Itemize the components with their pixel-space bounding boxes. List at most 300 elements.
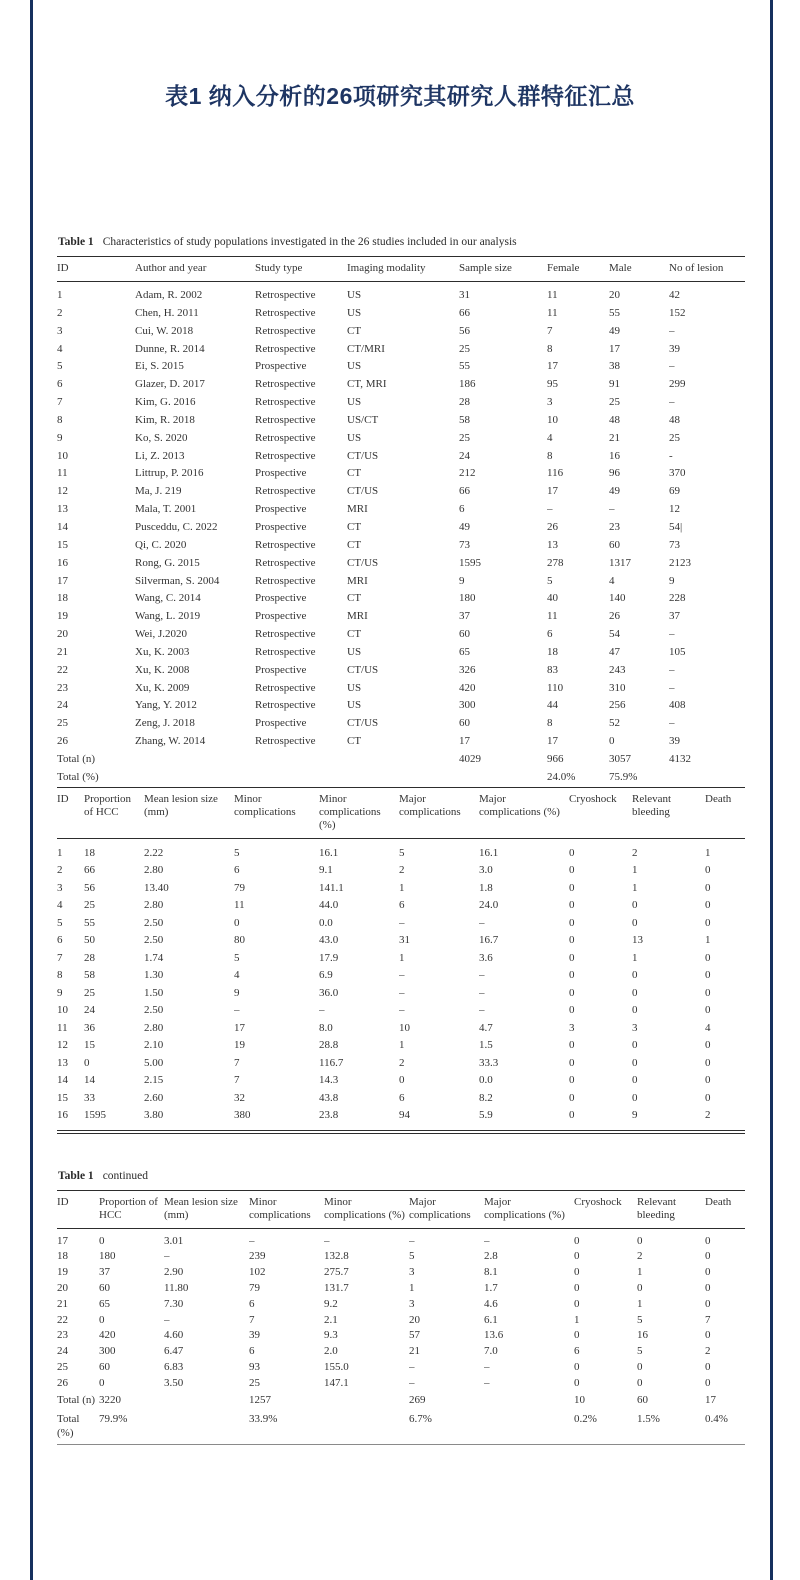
table-cell: 9 xyxy=(57,986,63,999)
table-cell: 1.5 xyxy=(479,1039,493,1052)
table-cell: 299 xyxy=(669,378,686,391)
table-cell: Total (n) xyxy=(57,752,96,765)
table-cell: 11 xyxy=(547,289,558,301)
table-cell: 11 xyxy=(57,1021,68,1034)
table-cell: 7 xyxy=(234,1074,240,1087)
table-cell: Male xyxy=(609,257,669,282)
table-cell: Prospective xyxy=(255,520,307,533)
table-cell: 42 xyxy=(669,289,680,301)
table-cell: 16 xyxy=(609,449,620,462)
table-cell: 47 xyxy=(609,645,620,658)
table-row xyxy=(57,1360,745,1376)
table-cell: Retrospective xyxy=(255,449,316,462)
table-cell: 44.0 xyxy=(319,899,339,912)
table-cell: 2.0 xyxy=(324,1345,338,1358)
table-cell: 2.10 xyxy=(144,1039,164,1052)
table-cell: 0 xyxy=(637,1234,643,1247)
table-cell: 7 xyxy=(249,1313,255,1326)
table-cell: 18 xyxy=(547,645,558,658)
table-cell: 25 xyxy=(84,899,95,912)
table-cell: 3 xyxy=(57,324,63,337)
table-cell: – xyxy=(484,1234,490,1247)
table-cell: Retrospective xyxy=(255,538,316,551)
table-row xyxy=(57,358,745,376)
table-cell: CT xyxy=(347,735,362,748)
table-cell: 14 xyxy=(57,1074,68,1087)
table-cell: 1 xyxy=(57,846,63,859)
table-cell: 39 xyxy=(669,342,680,355)
table-cell: 73 xyxy=(669,538,680,551)
table-cell: 6.1 xyxy=(484,1313,498,1326)
table-row xyxy=(57,838,745,862)
table-cell: 2.8 xyxy=(484,1250,498,1263)
table-cell: 1 xyxy=(399,881,405,894)
table-cell: 420 xyxy=(99,1329,116,1342)
table-cell: 56 xyxy=(84,881,95,894)
table-cell: Minor complications (%) xyxy=(319,787,399,838)
table-row xyxy=(57,680,745,698)
table-cell: 44 xyxy=(547,699,558,712)
table-cell: 0.2% xyxy=(574,1413,597,1426)
table-cell: 1 xyxy=(705,846,711,859)
table-cell: 58 xyxy=(84,969,95,982)
table-cell: 25 xyxy=(459,342,470,355)
table-cell: 20 xyxy=(409,1313,420,1326)
table-cell: – xyxy=(669,360,675,373)
table-cell: 95 xyxy=(547,378,558,391)
table-cell: 49 xyxy=(609,485,620,498)
table-cell: 147.1 xyxy=(324,1376,349,1389)
table-cell: 0.4% xyxy=(705,1413,728,1426)
table-cell: 228 xyxy=(669,592,686,605)
table-cell: 56 xyxy=(459,324,470,337)
table-cell: 23 xyxy=(57,681,68,694)
table-row xyxy=(57,1190,745,1228)
table-cell: – xyxy=(669,681,675,694)
table-cell: 12 xyxy=(57,485,68,498)
table-row xyxy=(57,1328,745,1344)
table-cell: 1 xyxy=(399,1039,405,1052)
table-cell: 39 xyxy=(669,735,680,748)
table-row xyxy=(57,715,745,733)
table-cell: MRI xyxy=(347,610,368,623)
table-cell: Ei, S. 2015 xyxy=(135,360,184,373)
table-cell: 1 xyxy=(574,1313,580,1326)
table-cell: 66 xyxy=(459,485,470,498)
table-row xyxy=(57,448,745,466)
table-cell: 15 xyxy=(57,1091,68,1104)
table-cell: – xyxy=(609,503,615,516)
table-cell: 0 xyxy=(705,986,711,999)
table-cell: 8 xyxy=(547,449,553,462)
table-cell: 275.7 xyxy=(324,1266,349,1279)
table-cell: 0 xyxy=(632,899,638,912)
table-cell: 0 xyxy=(569,1091,575,1104)
table-cell: 8 xyxy=(57,413,63,426)
table-cell: 0 xyxy=(632,969,638,982)
table-cell: 17 xyxy=(459,735,470,748)
table-cell xyxy=(347,769,459,787)
table-cell: 60 xyxy=(99,1361,110,1373)
table-cell: Retrospective xyxy=(255,396,316,409)
table-cell: 91 xyxy=(609,378,620,391)
table-cell: 0 xyxy=(569,951,575,964)
table-cell: Yang, Y. 2012 xyxy=(135,699,197,712)
table-cell: Li, Z. 2013 xyxy=(135,449,185,462)
table-cell: 131.7 xyxy=(324,1282,349,1295)
study-population-table xyxy=(57,256,745,787)
table-cell: 5.9 xyxy=(479,1109,493,1122)
table-cell: 50 xyxy=(84,934,95,947)
table-row xyxy=(57,985,745,1003)
table-cell: 60 xyxy=(99,1282,110,1295)
table-cell: US xyxy=(347,645,362,658)
table-cell xyxy=(164,1392,249,1412)
table-cell: Adam, R. 2002 xyxy=(135,289,203,301)
table-cell: 2.50 xyxy=(144,916,164,929)
table-cell: 0.0 xyxy=(319,916,333,929)
table-row xyxy=(57,751,745,769)
table-cell: Prospective xyxy=(255,663,307,676)
table-cell: 0 xyxy=(569,986,575,999)
table-cell: 17 xyxy=(234,1021,245,1034)
table-cell: 37 xyxy=(669,610,680,623)
table-cell: US xyxy=(347,699,362,712)
table-cell: 2 xyxy=(705,1345,711,1358)
study-population-table-body xyxy=(57,282,745,787)
table-row xyxy=(57,1228,745,1249)
table-cell: 94 xyxy=(399,1109,410,1122)
table-cell: 79 xyxy=(249,1282,260,1295)
table-cell: 9 xyxy=(234,986,240,999)
table-cell: 1 xyxy=(632,881,638,894)
table-cell: 4132 xyxy=(669,752,691,765)
table-cell: – xyxy=(479,969,485,982)
table-cell: 6 xyxy=(249,1345,255,1358)
table-row xyxy=(57,1002,745,1020)
table-cell: 54 xyxy=(609,628,620,641)
table-cell: 25 xyxy=(249,1376,260,1389)
table-cell: Ko, S. 2020 xyxy=(135,431,188,444)
table-cell: Dunne, R. 2014 xyxy=(135,342,205,355)
table-cell: 0 xyxy=(705,1297,711,1310)
table-cell: 102 xyxy=(249,1266,266,1279)
table-cell: 17 xyxy=(547,735,558,748)
table-row xyxy=(57,1055,745,1073)
table-cell: 8.1 xyxy=(484,1266,498,1279)
table-cell: 5.00 xyxy=(144,1056,164,1069)
table-cell: 10 xyxy=(399,1021,410,1034)
table-cell: Retrospective xyxy=(255,681,316,694)
table-cell: 152 xyxy=(669,306,686,319)
table-cell: 13 xyxy=(632,934,643,947)
table-cell: 0 xyxy=(705,881,711,894)
table-cell: Retrospective xyxy=(255,574,316,587)
left-border-bar xyxy=(30,0,33,1580)
table-cell: 3.80 xyxy=(144,1109,164,1122)
table-cell: Relevant bleeding xyxy=(637,1190,705,1228)
table-cell: 21 xyxy=(57,645,68,658)
table-cell: 5 xyxy=(637,1345,643,1358)
table-cell: 0 xyxy=(632,986,638,999)
table-cell: Relevant bleeding xyxy=(632,787,705,838)
table-cell: Prospective xyxy=(255,610,307,623)
table-cell: Major complications (%) xyxy=(484,1190,574,1228)
table-cell: 0 xyxy=(705,1361,711,1373)
table-cell: 13 xyxy=(57,1056,68,1069)
table-row xyxy=(57,412,745,430)
table-cell: 39 xyxy=(249,1329,260,1342)
table-cell: – xyxy=(324,1234,330,1247)
table-cell: 9 xyxy=(632,1109,638,1122)
table-row xyxy=(57,1037,745,1055)
table-cell: 6 xyxy=(234,864,240,877)
complications-table xyxy=(57,787,745,1134)
table-cell: 26 xyxy=(547,520,558,533)
table-cell: 24 xyxy=(57,699,68,712)
table-cell: 10 xyxy=(574,1393,585,1406)
table-cell: 1.50 xyxy=(144,986,164,999)
table-row xyxy=(57,590,745,608)
table-cell: 17 xyxy=(609,342,620,355)
table-cell: 14 xyxy=(57,520,68,533)
table-cell: 32 xyxy=(234,1091,245,1104)
table-row xyxy=(57,465,745,483)
table-cell: 0 xyxy=(705,1282,711,1295)
table-cell: 0 xyxy=(632,1039,638,1052)
table-cell: Retrospective xyxy=(255,699,316,712)
table-cell: 278 xyxy=(547,556,564,569)
table-cell: 0 xyxy=(99,1313,105,1326)
table-cell: – xyxy=(399,986,405,999)
table-cell: 140 xyxy=(609,592,626,605)
table-cell: 110 xyxy=(547,681,564,694)
table-cell: 26 xyxy=(57,735,68,748)
table-cell: US xyxy=(347,431,362,444)
table-cell: 3.50 xyxy=(164,1376,184,1389)
table-cell: – xyxy=(164,1313,170,1326)
table-cell: 1 xyxy=(632,864,638,877)
table-cell: – xyxy=(409,1376,415,1389)
table-row xyxy=(57,537,745,555)
table-cell: US xyxy=(347,681,362,694)
table-cell: 0.0 xyxy=(479,1074,493,1087)
table-cell: 43.0 xyxy=(319,934,339,947)
table-cell: 0 xyxy=(84,1056,90,1069)
table-cell: 17 xyxy=(57,1234,68,1247)
table-cell: 2.1 xyxy=(324,1313,338,1326)
table-cell: 0 xyxy=(569,1004,575,1017)
table-cell: 23 xyxy=(609,520,620,533)
table-cell: 16.1 xyxy=(479,846,499,859)
table-cell: 0 xyxy=(569,881,575,894)
table-cell: 7 xyxy=(547,324,553,337)
table-cell: Wang, C. 2014 xyxy=(135,592,201,605)
table-cell: 69 xyxy=(669,485,680,498)
table-cell: 6.9 xyxy=(319,969,333,982)
table-cell: 0 xyxy=(705,1250,711,1263)
table-cell: 9 xyxy=(57,431,63,444)
table-cell: 8.2 xyxy=(479,1091,493,1104)
table-cell: Imaging modality xyxy=(347,257,459,282)
table-cell: 300 xyxy=(99,1345,116,1358)
table-cell: 0 xyxy=(574,1234,580,1247)
table-cell: 17 xyxy=(705,1393,716,1406)
table-cell: CT xyxy=(347,520,362,533)
table-cell: – xyxy=(484,1376,490,1389)
table-cell: 37 xyxy=(99,1266,110,1279)
table-cell: Prospective xyxy=(255,717,307,730)
table-cell: CT xyxy=(347,467,362,480)
table-cell: 20 xyxy=(57,628,68,641)
table-cell: Minor complications xyxy=(249,1190,324,1228)
table-cell: Study type xyxy=(255,257,347,282)
table-cell: 21 xyxy=(409,1345,420,1358)
complications-continued-totals xyxy=(57,1392,745,1445)
table-cell: 0 xyxy=(705,1091,711,1104)
table-cell: 24.0 xyxy=(479,899,499,912)
table-cell: US xyxy=(347,306,362,319)
table-cell: 0 xyxy=(632,916,638,929)
table-cell: 1.8 xyxy=(479,881,493,894)
table-cell: 58 xyxy=(459,413,470,426)
table-cell: 0 xyxy=(637,1282,643,1295)
table-row xyxy=(57,769,745,787)
table-row xyxy=(57,1313,745,1329)
table-cell: 8 xyxy=(547,342,553,355)
table-cell: Pusceddu, C. 2022 xyxy=(135,520,218,533)
table-cell: 7 xyxy=(234,1056,240,1069)
table-cell: 5 xyxy=(409,1250,415,1263)
table-cell: 370 xyxy=(669,467,686,480)
table-cell: 6 xyxy=(399,899,405,912)
table-cell: 3 xyxy=(409,1297,415,1310)
table-cell: Death xyxy=(705,1190,745,1228)
table-row xyxy=(57,1020,745,1038)
table-cell: 0 xyxy=(574,1282,580,1295)
table-cell: 0 xyxy=(705,1266,711,1279)
table-cell: 0 xyxy=(569,969,575,982)
table-cell: 0 xyxy=(99,1234,105,1247)
table-cell: 4.60 xyxy=(164,1329,184,1342)
table-cell: Total (n) xyxy=(57,1393,96,1406)
table-cell: CT xyxy=(347,628,362,641)
table-cell: 310 xyxy=(609,681,626,694)
table-cell: 23.8 xyxy=(319,1109,339,1122)
table-cell: 20 xyxy=(609,289,620,301)
table-cell: – xyxy=(409,1361,415,1373)
table-cell: 0 xyxy=(705,1234,711,1247)
table-cell: 6 xyxy=(574,1345,580,1358)
table-cell: 36.0 xyxy=(319,986,339,999)
table-cell xyxy=(255,751,347,769)
table-cell: Author and year xyxy=(135,257,255,282)
table-cell: 3 xyxy=(569,1021,575,1034)
table-cell: 10 xyxy=(57,449,68,462)
table-cell: 0 xyxy=(569,899,575,912)
table-row xyxy=(57,483,745,501)
table-cell: 0 xyxy=(574,1266,580,1279)
table-cell: Retrospective xyxy=(255,735,316,748)
page-title: 表1 纳入分析的26项研究其研究人群特征汇总 xyxy=(165,83,635,109)
table-cell: 0 xyxy=(632,1091,638,1104)
table-cell: – xyxy=(409,1234,415,1247)
table-cell: 5 xyxy=(234,951,240,964)
table-cell: 19 xyxy=(57,1266,68,1279)
table-cell: 5 xyxy=(637,1313,643,1326)
table-cell: ID xyxy=(57,257,135,282)
table-cell: Rong, G. 2015 xyxy=(135,556,200,569)
table-cell: 9.1 xyxy=(319,864,333,877)
table-cell: CT/MRI xyxy=(347,342,385,355)
table-cell: 212 xyxy=(459,467,476,480)
table-cell xyxy=(669,769,745,787)
table-cell: 0 xyxy=(705,1074,711,1087)
table-cell: 4 xyxy=(609,574,615,587)
table-row xyxy=(57,282,745,305)
table-cell: 52 xyxy=(609,717,620,730)
table-cell: 80 xyxy=(234,934,245,947)
table-row xyxy=(57,932,745,950)
table-cell: 9 xyxy=(459,574,465,587)
table-cell: 65 xyxy=(99,1297,110,1310)
table-cell: 6 xyxy=(547,628,553,641)
table-cell: CT/US xyxy=(347,485,379,498)
table-row xyxy=(57,967,745,985)
table-cell: 105 xyxy=(669,645,686,658)
table-cell: 55 xyxy=(609,306,620,319)
table-cell: 2 xyxy=(637,1250,643,1263)
table-cell: 25 xyxy=(84,986,95,999)
table-cell: 33.3 xyxy=(479,1056,499,1069)
table-cell: 9.3 xyxy=(324,1329,338,1342)
table-row xyxy=(57,1376,745,1392)
table-cell: 1595 xyxy=(84,1109,106,1122)
table-cell: 0 xyxy=(705,1056,711,1069)
table-cell: 24 xyxy=(57,1345,68,1358)
table-cell: 1257 xyxy=(249,1393,271,1406)
table-row xyxy=(57,644,745,662)
table-caption xyxy=(58,236,745,248)
table-cell: 33 xyxy=(84,1091,95,1104)
table-cell: 1 xyxy=(399,951,405,964)
table-cell: 0 xyxy=(574,1361,580,1373)
table-row xyxy=(57,1411,745,1445)
table-cell: 0 xyxy=(569,916,575,929)
table-cell: 37 xyxy=(459,610,470,623)
table-cell: 2 xyxy=(632,846,638,859)
table-cell: 2 xyxy=(399,864,405,877)
table-cell: 4 xyxy=(57,342,63,355)
table-row xyxy=(57,257,745,282)
table-row xyxy=(57,1249,745,1265)
table-cell: 2 xyxy=(57,864,63,877)
table-cell: 28.8 xyxy=(319,1039,339,1052)
table-cell: 0 xyxy=(569,1109,575,1122)
table-cell: Female xyxy=(547,257,609,282)
table-cell: 420 xyxy=(459,681,476,694)
table-cell: 3220 xyxy=(99,1393,121,1406)
table-row xyxy=(57,608,745,626)
table-cell: – xyxy=(234,1004,240,1017)
table-cell xyxy=(484,1411,574,1445)
table-cell: 155.0 xyxy=(324,1361,349,1373)
table-cell: 65 xyxy=(459,645,470,658)
table-cell xyxy=(459,769,547,787)
table-cell: 16 xyxy=(57,1109,68,1122)
table-cell: 11 xyxy=(547,610,558,623)
table-row xyxy=(57,1297,745,1313)
